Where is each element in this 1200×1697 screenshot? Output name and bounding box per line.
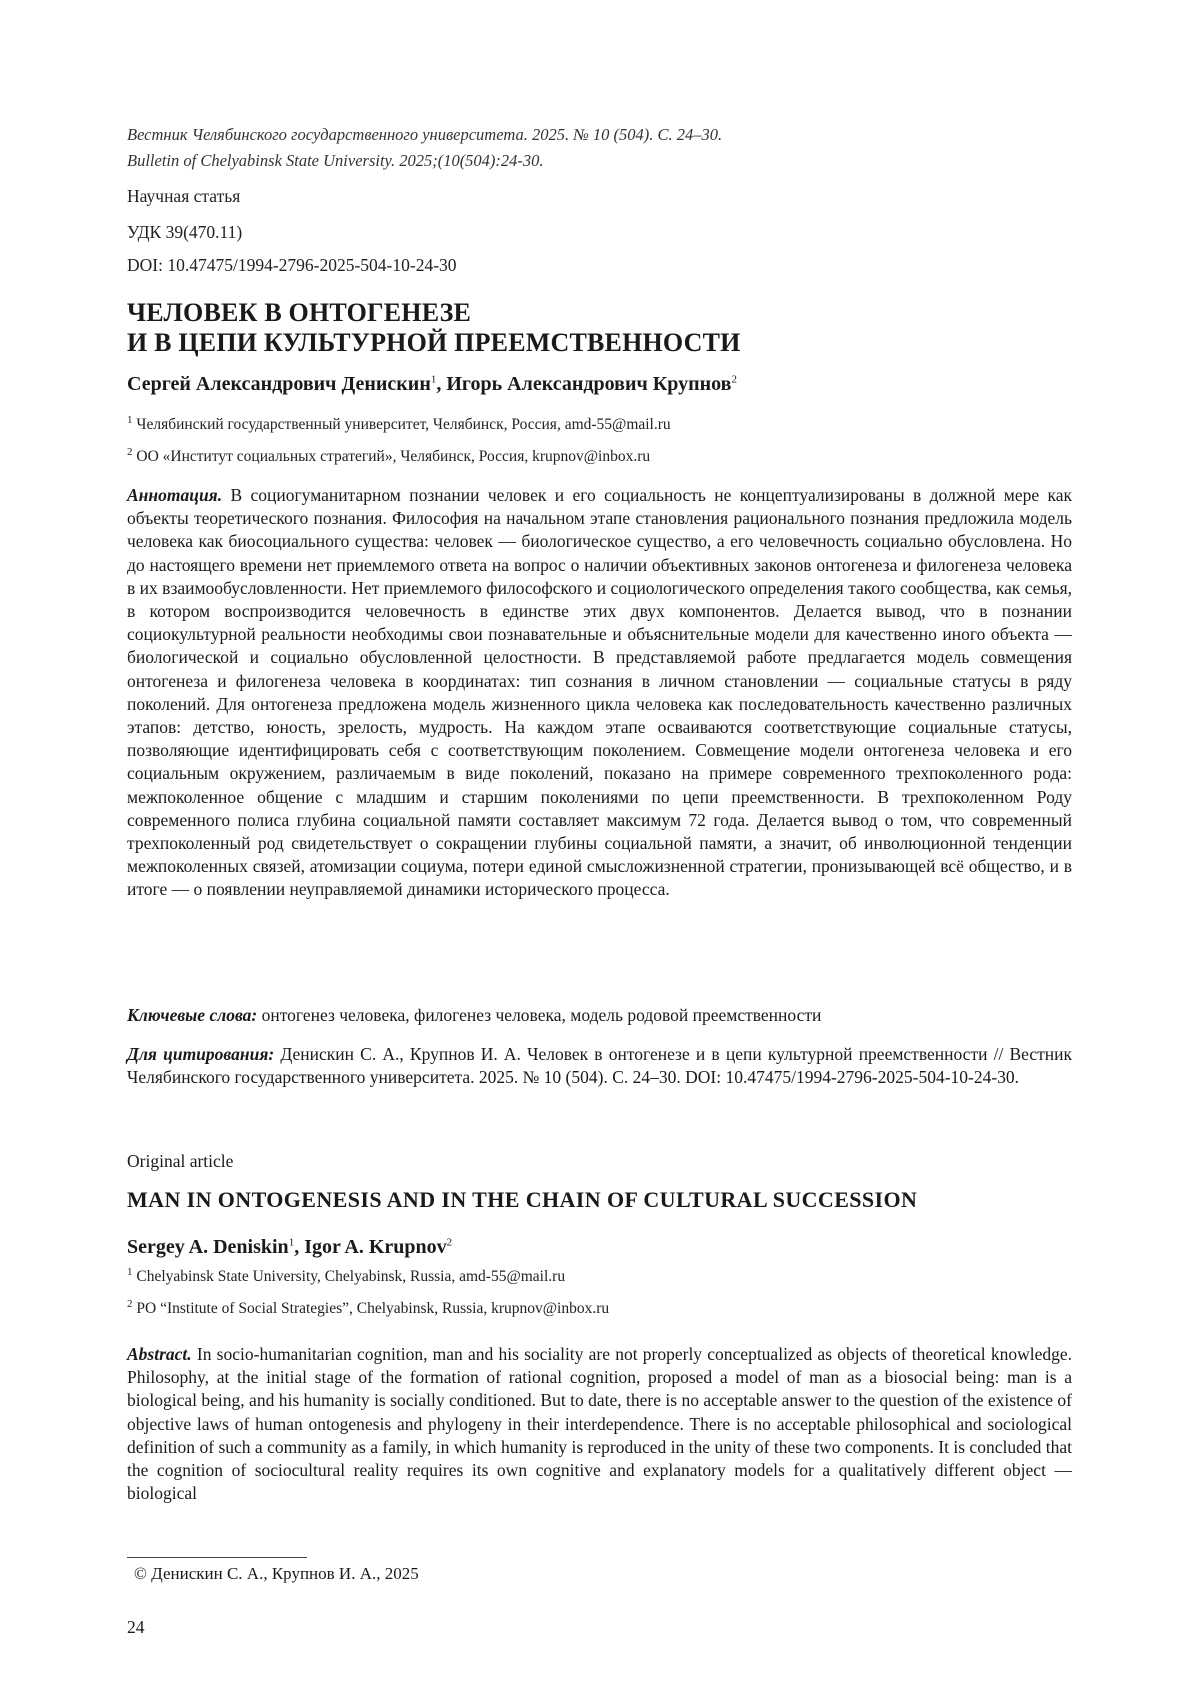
affiliation-1-en-text: Chelyabinsk State University, Chelyabinsk, Russia, amd-55@mail.ru bbox=[136, 1268, 566, 1285]
citation-ru bbox=[127, 1043, 1072, 1089]
article-title-ru bbox=[127, 298, 1072, 358]
author-separator-ru: , bbox=[436, 373, 447, 395]
abstract-ru bbox=[127, 484, 1072, 902]
author-2-ru: Игорь Александрович Крупнов bbox=[446, 373, 732, 395]
title-ru-line2: И В ЦЕПИ КУЛЬТУРНОЙ ПРЕЕМСТВЕННОСТИ bbox=[127, 328, 741, 357]
affiliation-1-ru-text: Челябинский государственный университет, Челябинск, Россия, amd-55@mail.ru bbox=[136, 416, 671, 433]
abstract-ru-label: Аннотация. bbox=[127, 485, 223, 505]
author-2-ru-sup: 2 bbox=[731, 373, 737, 386]
footnote-divider bbox=[127, 1557, 307, 1558]
abstract-ru-text: В социогуманитарном познании человек и его социальность не концептуализированы в должной мере как объекты теоретического познания. Философия на начальном этапе становления рационального познания предложила модель человека как биосоциального существа: человек — биологическое существо, а его человечность социально обусловлена. Но до настоящего времени нет приемлемого ответа на вопрос о наличии объективных законов онтогенеза и филогенеза человека в их взаимообусловленности. Нет приемлемого философского и социологического определения такого сообщества, как семья, в котором воспроизводится человечность в единстве этих двух компонентов. Делается вывод, что в познании социокультурной реальности необходимы свои познавательные и объяснительные модели для качественно иного объекта — биологической и социально обусловленной целостности. В представляемой работе предлагается модель совмещения онтогенеза и филогенеза человека в координатах: тип сознания в личном становлении — социальные статусы в ряду поколений. Для онтогенеза предложена модель жизненного цикла человека как последовательность качественно различных этапов: детство, юность, зрелость, мудрость. На каждом этапе осваиваются соответствующие социальные статусы, позволяющие идентифицировать себя с соответствующим поколением. Совмещение модели онтогенеза человека и его социальным окружением, различаемым в виде поколений, показано на примере современного трехпоколенного рода: межпоколенное общение с младшим и старшим поколениями по цепи преемственности. В трехпоколенном Роду современного полиса глубина социальной памяти составляет максимум 72 года. Делается вывод о том, что современный трехпоколенный род свидетельствует о сокращении глубины социальной памяти, а значит, об инволюционной тенденции межпоколенных связей, атомизации социума, потери единой смысложизненной стратегии, пронизывающей всё общество, и в итоге — о появлении неуправляемой динамики исторического процесса. bbox=[127, 485, 1072, 900]
affiliation-2-en-num: 2 bbox=[127, 1297, 133, 1310]
journal-reference-ru: Вестник Челябинского государственного университета. 2025. № 10 (504). С. 24–30. bbox=[127, 125, 723, 144]
affiliation-1-ru-num: 1 bbox=[127, 413, 133, 426]
affiliation-1-en-num: 1 bbox=[127, 1265, 133, 1278]
citation-ru-label: Для цитирования: bbox=[127, 1044, 275, 1064]
affiliation-2-ru-text: ОО «Институт социальных стратегий», Челябинск, Россия, krupnov@inbox.ru bbox=[136, 448, 651, 465]
article-type-ru: Научная статья bbox=[127, 186, 241, 206]
abstract-en bbox=[127, 1343, 1072, 1505]
keywords-ru bbox=[127, 1004, 1072, 1027]
author-1-ru-sup: 1 bbox=[430, 373, 437, 386]
author-1-en-sup: 1 bbox=[288, 1236, 295, 1249]
citation-ru-text: Денискин С. А., Крупнов И. А. Человек в онтогенезе и в цепи культурной преемственности // Вестник Челябинского государственного университета. 2025. № 10 (504). С. 24–30. DOI: 10.47475/1994-2796-2025-504-10-24-30. bbox=[127, 1044, 1073, 1088]
affiliation-2-en bbox=[127, 1297, 1072, 1318]
keywords-ru-text: онтогенез человека, филогенез человека, модель родовой преемственности bbox=[261, 1005, 822, 1025]
affiliation-1-ru bbox=[127, 413, 1072, 434]
page-number: 24 bbox=[127, 1617, 145, 1637]
author-1-ru: Сергей Александрович Денискин bbox=[127, 373, 431, 395]
copyright-footnote: © Денискин С. А., Крупнов И. А., 2025 bbox=[134, 1564, 419, 1583]
journal-reference bbox=[127, 122, 1072, 174]
author-separator-en: , bbox=[294, 1236, 305, 1258]
author-2-en: Igor A. Krupnov bbox=[304, 1236, 447, 1258]
doi: DOI: 10.47475/1994-2796-2025-504-10-24-30 bbox=[127, 255, 457, 275]
author-1-en: Sergey A. Deniskin bbox=[127, 1236, 289, 1258]
author-2-en-sup: 2 bbox=[446, 1236, 453, 1249]
affiliation-2-ru-num: 2 bbox=[127, 445, 133, 458]
affiliation-2-en-text: PO “Institute of Social Strategies”, Chelyabinsk, Russia, krupnov@inbox.ru bbox=[136, 1300, 610, 1317]
udk-code: УДК 39(470.11) bbox=[127, 222, 243, 242]
authors-en bbox=[127, 1236, 1072, 1259]
article-title-en: MAN IN ONTOGENESIS AND IN THE CHAIN OF CULTURAL SUCCESSION bbox=[127, 1187, 918, 1212]
abstract-en-label: Abstract. bbox=[127, 1344, 192, 1364]
journal-reference-en: Bulletin of Chelyabinsk State University. 2025;(10(504):24-30. bbox=[127, 151, 544, 170]
abstract-en-text: In socio-humanitarian cognition, man and his sociality are not properly conceptualized as objects of theoretical knowledge. Philosophy, at the initial stage of the formation of rational cognition, proposed a model of man as a biosocial being: man is a biological being, and his humanity is socially conditioned. But to date, there is no acceptable answer to the question of the existence of objective laws of human ontogenesis and phylogeny in their interdependence. There is no acceptable philosophical and sociological definition of such a community as a family, in which humanity is reproduced in the unity of these two components. It is concluded that the cognition of sociocultural reality requires its own cognitive and explanatory models for a qualitatively different object — biological bbox=[127, 1344, 1072, 1504]
keywords-ru-label: Ключевые слова: bbox=[127, 1005, 258, 1025]
affiliation-1-en bbox=[127, 1265, 1072, 1286]
article-type-en: Original article bbox=[127, 1151, 234, 1171]
authors-ru bbox=[127, 373, 1072, 396]
affiliation-2-ru bbox=[127, 445, 1072, 466]
title-ru-line1: ЧЕЛОВЕК В ОНТОГЕНЕЗЕ bbox=[127, 298, 472, 327]
